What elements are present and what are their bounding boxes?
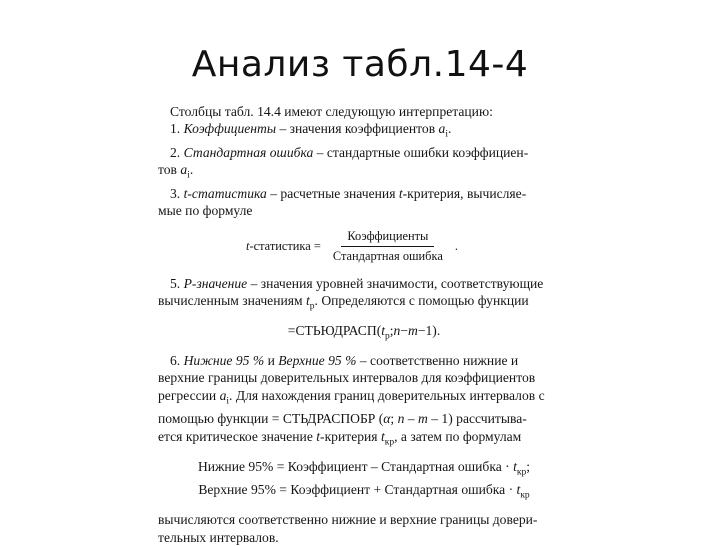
item-6-line-3-b: . Для нахождения границ доверительных интервалов с: [229, 387, 545, 403]
item-6-line-5-sub: кр: [384, 437, 395, 448]
item-3-cont: мые по формуле: [158, 203, 253, 219]
item-5-number: 5.: [170, 276, 181, 292]
item-1-term: Коэффициенты: [183, 121, 277, 137]
item-1-number: 1.: [170, 121, 181, 137]
item-6-line-4-c: –: [404, 411, 418, 427]
item-5: [158, 275, 570, 292]
item-6-line-4-d: – 1) рассчитыва-: [427, 411, 527, 427]
formula-denominator: Стандартная ошибка: [332, 248, 443, 263]
item-2-number: 2.: [170, 145, 181, 161]
upper-formula-sub: кр: [520, 491, 530, 502]
item-6-line-4-b: ;: [390, 411, 398, 427]
item-2: [158, 144, 570, 161]
func-d: −1).: [417, 323, 441, 339]
item-5-continued: [158, 292, 570, 316]
item-6-line-4: [158, 410, 570, 427]
closing-line-2: [158, 529, 570, 546]
func-var: t: [381, 323, 385, 339]
func-a: =СТЬЮДРАСП(: [287, 323, 382, 339]
func-c: −: [400, 323, 408, 339]
item-2-term: Стандартная ошибка: [183, 145, 314, 161]
item-6-term-lower: Нижние 95 %: [183, 353, 265, 369]
item-2-var: a: [180, 162, 188, 178]
item-3-text-b: -критерия, вычисляе-: [402, 186, 527, 202]
item-2-text: – стандартные ошибки коэффициен-: [313, 145, 529, 161]
document-excerpt: [158, 103, 570, 546]
closing-line-2-text: тельных интервалов.: [158, 529, 279, 545]
item-2-cont: тов: [158, 162, 181, 178]
item-2-end: .: [189, 162, 194, 178]
item-6-and: и: [264, 353, 279, 369]
item-2-sub: i: [187, 171, 190, 182]
item-6-line-2-text: верхние границы доверительных интервалов для коэффициентов: [158, 370, 536, 386]
item-5-text: – значения уровней значимости, соответствующие: [247, 276, 544, 292]
item-6-line-4-m: m: [418, 411, 428, 427]
lower-formula-a: Нижние 95% = Коэффициент – Стандартная ошибка ·: [197, 458, 514, 474]
item-6-line-4-alpha: α: [383, 411, 391, 427]
item-6-line-5-a: ется критическое значение: [158, 428, 317, 444]
item-6-line-5-t: t: [316, 428, 321, 444]
formula-lhs: [246, 238, 321, 255]
intro-text: Столбцы табл. 14.4 имеют следующую интерпретацию:: [170, 104, 493, 119]
item-6: [158, 352, 570, 369]
lower-bound-formula: [158, 458, 570, 482]
item-6-number: 6.: [170, 353, 181, 369]
upper-formula-t: t: [516, 482, 521, 498]
item-6-text: – соответственно нижние и: [356, 353, 519, 369]
item-1-end: .: [447, 121, 452, 137]
lower-formula-sub: кр: [516, 467, 527, 478]
item-5-var: t: [306, 293, 310, 309]
item-6-line-5-c: , а затем по формулам: [394, 428, 522, 444]
item-6-line-5: [158, 428, 570, 452]
item-3: [158, 185, 570, 202]
item-1-var: a: [438, 121, 446, 137]
item-6-line-4-a: помощью функции = СТЬДРАСПОБР (: [158, 411, 384, 427]
slide-title: Анализ табл.14-4: [191, 44, 529, 85]
formula-fraction: [327, 228, 449, 265]
item-3-continued: [158, 202, 570, 219]
item-6-line-2: [158, 369, 570, 386]
item-1: [158, 120, 570, 144]
formula-lhs-t: t: [246, 238, 250, 253]
upper-formula-a: Верхние 95% = Коэффициент + Стандартная ошибка ·: [198, 482, 517, 498]
func-m: m: [408, 323, 418, 339]
formula-numerator: Коэффициенты: [341, 228, 434, 247]
item-6-line-5-var: t: [380, 428, 385, 444]
func-sub: p: [385, 331, 390, 342]
intro-line: [158, 103, 570, 120]
item-5-cont-a: вычисленным значениям: [158, 293, 307, 309]
item-3-t: t: [398, 186, 403, 202]
item-6-line-3: [158, 387, 570, 411]
item-1-text: – значения коэффициентов: [276, 121, 439, 137]
item-6-line-3-a: регрессии: [158, 387, 220, 403]
item-2-continued: [158, 161, 570, 185]
item-3-term: t-статистика: [183, 186, 267, 202]
formula-end: .: [454, 238, 458, 253]
item-6-line-4-n: n: [397, 411, 405, 427]
formula-lhs-rest: -статистика =: [249, 238, 321, 253]
item-6-line-5-b: -критерия: [320, 428, 381, 444]
upper-bound-formula: [158, 481, 570, 505]
closing-line-1-text: вычисляются соответственно нижние и верхние границы довери-: [158, 512, 538, 528]
item-1-sub: i: [445, 129, 448, 140]
item-6-line-3-var: a: [219, 387, 227, 403]
lower-formula-end: ;: [526, 458, 531, 474]
item-5-term: P-значение: [183, 276, 248, 292]
func-b: ;: [389, 323, 394, 339]
lower-formula-t: t: [513, 458, 517, 474]
item-5-sub: p: [309, 301, 315, 312]
item-6-term-upper: Верхние 95 %: [278, 353, 357, 369]
item-6-line-3-sub: i: [226, 396, 230, 407]
t-statistic-formula: [246, 228, 570, 265]
item-3-text-a: – расчетные значения: [266, 186, 399, 202]
item-5-cont-b: . Определяются с помощью функции: [314, 293, 529, 309]
item-3-number: 3.: [170, 186, 181, 202]
student-function: [158, 322, 570, 346]
closing-line-1: [158, 511, 570, 528]
func-n: n: [393, 323, 401, 339]
